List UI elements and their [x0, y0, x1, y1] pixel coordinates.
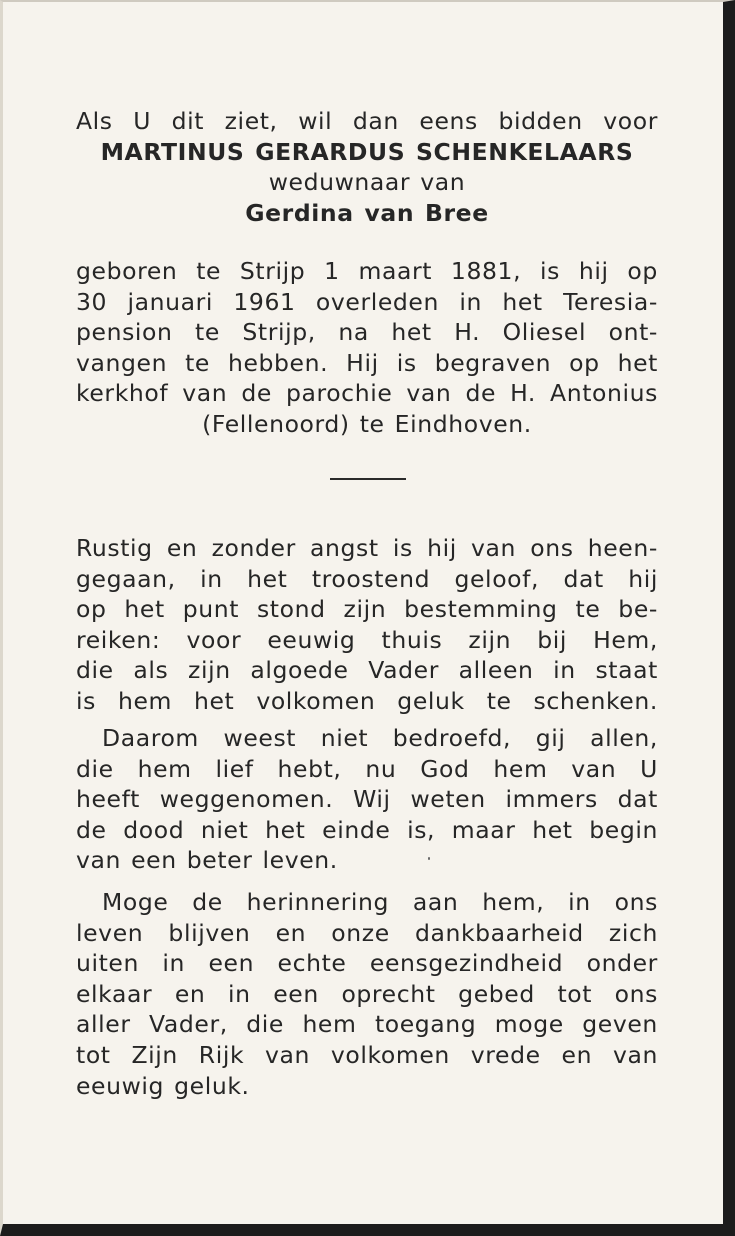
- biography-last-line: (Fellenoord) te Eindhoven.: [202, 409, 532, 438]
- paragraph-line: [76, 594, 658, 625]
- word: bidden: [498, 107, 583, 135]
- word: in: [459, 287, 482, 316]
- word: van: [471, 534, 517, 562]
- word: dankbaarheid: [414, 918, 584, 947]
- word: hem,: [482, 888, 545, 916]
- word: pension: [76, 318, 173, 347]
- word: en: [166, 534, 198, 562]
- deceased-name: MARTINUS GERARDUS SCHENKELAARS: [100, 137, 634, 166]
- word: in: [568, 888, 591, 916]
- word: op: [76, 595, 107, 624]
- biography-line: [76, 287, 658, 318]
- word: angst: [310, 534, 379, 562]
- word: zijn: [468, 625, 512, 654]
- word: het: [193, 686, 235, 715]
- word: Zijn: [131, 1040, 178, 1069]
- word: weggenomen.: [159, 785, 334, 814]
- word: tot: [76, 1040, 111, 1069]
- paragraph-line: [76, 887, 658, 918]
- word: in: [553, 656, 576, 685]
- word: dan: [352, 107, 399, 135]
- word: geluk: [397, 686, 465, 715]
- word: van: [571, 754, 617, 783]
- word: Als: [76, 107, 113, 135]
- word: te: [486, 686, 512, 715]
- word: na: [338, 318, 369, 347]
- word: hebben.: [227, 348, 329, 377]
- word: geboren: [76, 257, 178, 285]
- word: aan: [412, 888, 459, 916]
- word: de: [241, 379, 272, 408]
- word: geven: [582, 1010, 658, 1039]
- word: elkaar: [76, 979, 153, 1008]
- word: leven: [76, 918, 144, 947]
- word: eens: [419, 107, 478, 135]
- word: thuis: [381, 625, 443, 654]
- word: hij: [427, 534, 457, 562]
- word: op: [569, 348, 600, 377]
- paragraph-line: [76, 533, 658, 564]
- paragraph-line: [76, 918, 658, 949]
- word: vangen: [76, 348, 168, 377]
- word: Vader,: [149, 1010, 228, 1039]
- word: in: [200, 564, 223, 593]
- word: U: [133, 107, 152, 135]
- word: die: [76, 754, 114, 783]
- word: toegang: [374, 1010, 477, 1039]
- word: zijn: [343, 595, 387, 624]
- paragraph-line: [76, 625, 658, 656]
- word: hebt,: [277, 754, 342, 783]
- word: hem: [302, 1010, 357, 1039]
- word: het: [247, 564, 288, 593]
- word: oprecht: [341, 979, 436, 1008]
- paragraph-line: [76, 686, 658, 717]
- paragraph-line: [76, 564, 658, 595]
- word: ons: [614, 888, 658, 916]
- word: wil: [298, 107, 333, 135]
- word: begraven: [434, 348, 552, 377]
- word: ziet,: [224, 107, 278, 135]
- word: U: [640, 754, 658, 783]
- word: de: [465, 379, 497, 408]
- word: stond: [256, 595, 326, 624]
- word: hij: [628, 564, 658, 593]
- word: geloof,: [454, 564, 540, 593]
- word: Moge: [102, 888, 169, 916]
- word: tot: [557, 979, 593, 1008]
- paragraph-line: [76, 1040, 658, 1071]
- word: vrede: [470, 1040, 541, 1069]
- word: is: [392, 534, 413, 562]
- word: onze: [331, 918, 390, 947]
- word: dit: [171, 107, 205, 135]
- word: Oliesel: [502, 318, 587, 347]
- word: volkomen: [330, 1040, 450, 1069]
- word: te: [196, 257, 222, 285]
- word: niet: [200, 815, 249, 844]
- word: in: [228, 979, 251, 1008]
- word: moge: [494, 1010, 564, 1039]
- word: Antonius: [550, 379, 658, 408]
- paragraph-line: [76, 948, 658, 979]
- word: het: [532, 815, 573, 844]
- paragraph-1: [76, 533, 658, 717]
- biography-line: [76, 348, 658, 379]
- word: het: [502, 287, 543, 316]
- word: bestemming: [404, 595, 558, 624]
- word: Rijk: [198, 1040, 245, 1069]
- divider-rule: [330, 478, 406, 480]
- biography-line: [76, 256, 658, 287]
- word: algoede: [250, 656, 349, 685]
- word: volkomen: [256, 686, 376, 715]
- word: gebed: [458, 979, 535, 1008]
- word: hij: [578, 257, 609, 285]
- word: Vader: [368, 656, 439, 685]
- word: nu: [365, 754, 397, 783]
- biography-line: [76, 317, 658, 348]
- paragraph-line: [76, 815, 658, 846]
- word: Wij: [353, 785, 391, 814]
- word: voor: [186, 625, 242, 654]
- intro-line: [76, 106, 658, 137]
- word: herinnering: [246, 888, 390, 916]
- word: en: [561, 1040, 593, 1069]
- word: 1: [324, 257, 340, 285]
- word: 30: [76, 287, 108, 316]
- biography-line: [76, 378, 658, 409]
- word: weest: [223, 724, 297, 752]
- word: is: [396, 348, 417, 377]
- header-block: [76, 106, 658, 228]
- word: het: [617, 348, 658, 377]
- word: Hem,: [593, 625, 658, 654]
- word: bij: [537, 625, 567, 654]
- word: voor: [603, 107, 658, 135]
- spouse-name: Gerdina van Bree: [245, 198, 489, 227]
- word: en: [174, 979, 206, 1008]
- word: hem: [493, 754, 548, 783]
- word: staat: [595, 656, 658, 685]
- word: de: [192, 888, 223, 916]
- word: punt: [182, 595, 240, 624]
- word: in: [162, 949, 186, 978]
- word: God: [420, 754, 470, 783]
- word: schenken.: [533, 686, 658, 715]
- paragraph-line: [76, 655, 658, 686]
- word: het: [391, 318, 432, 347]
- word: van: [406, 379, 452, 408]
- word: alleen: [458, 656, 534, 685]
- word: die: [76, 656, 114, 685]
- word: te: [185, 348, 210, 377]
- word: immers: [505, 785, 598, 814]
- word: niet: [320, 724, 369, 752]
- word: heeft: [76, 785, 140, 814]
- word: Strijp,: [242, 318, 316, 347]
- word: H.: [510, 379, 537, 408]
- paragraph-line: [76, 784, 658, 815]
- paragraph-line: [76, 979, 658, 1010]
- word: zijn: [188, 656, 231, 685]
- word: kerkhof: [76, 379, 169, 408]
- word: weten: [410, 785, 486, 814]
- word: is,: [407, 815, 436, 844]
- paragraph-3: [76, 887, 658, 1101]
- word: uiten: [76, 949, 139, 978]
- word: Teresia-: [563, 287, 658, 316]
- paragraph-line: [76, 754, 658, 785]
- word: het: [124, 595, 165, 624]
- word: het: [265, 815, 306, 844]
- word: als: [133, 656, 169, 685]
- word: gegaan,: [76, 564, 176, 593]
- word: zonder: [211, 534, 296, 562]
- word: Rustig: [76, 534, 153, 562]
- paragraph-last-line: van een beter leven.: [76, 846, 338, 875]
- paragraph-2: [76, 723, 658, 876]
- word: onder: [586, 949, 658, 978]
- word: 1881,: [450, 257, 522, 285]
- word: te: [575, 595, 601, 624]
- word: dat: [563, 564, 604, 593]
- word: eensgezindheid: [369, 949, 564, 978]
- word: be-: [618, 595, 658, 624]
- word: en: [275, 918, 307, 947]
- word: parochie: [285, 379, 393, 408]
- word: ons: [614, 979, 658, 1008]
- word: echte: [277, 949, 347, 978]
- word: maar: [451, 815, 516, 844]
- word: aller: [76, 1010, 131, 1039]
- word: een: [208, 949, 255, 978]
- word: Strijp: [239, 257, 306, 285]
- word: dat: [617, 785, 658, 814]
- word: die: [246, 1010, 284, 1039]
- word: de: [76, 815, 107, 844]
- word: hem: [117, 686, 172, 715]
- word: eeuwig: [267, 625, 356, 654]
- word: van: [182, 379, 228, 408]
- biography-block: [76, 256, 658, 440]
- word: te: [195, 318, 220, 347]
- word: dood: [123, 815, 185, 844]
- relation-line: weduwnaar van: [268, 168, 466, 197]
- word: hem: [137, 754, 192, 783]
- paragraph-line: [76, 723, 658, 754]
- word: is: [76, 686, 96, 715]
- word: op: [627, 257, 658, 285]
- word: van: [612, 1040, 658, 1069]
- word: ont-: [608, 318, 658, 347]
- word: maart: [358, 257, 433, 285]
- word: overleden: [315, 287, 439, 316]
- word: ons: [530, 534, 574, 562]
- word: bedroefd,: [392, 724, 512, 752]
- print-speck: [428, 857, 430, 860]
- word: gij: [535, 724, 566, 752]
- word: einde: [322, 815, 391, 844]
- paragraph-last-line: eeuwig geluk.: [76, 1071, 250, 1100]
- word: is: [540, 257, 560, 285]
- word: lief: [215, 754, 254, 783]
- word: troostend: [311, 564, 431, 593]
- word: een: [273, 979, 319, 1008]
- paragraph-line: [76, 1009, 658, 1040]
- word: zich: [608, 918, 658, 947]
- word: Daarom: [102, 724, 199, 752]
- word: H.: [454, 318, 481, 347]
- word: allen,: [590, 724, 658, 752]
- word: heen-: [587, 534, 658, 562]
- word: blijven: [168, 918, 251, 947]
- word: 1961: [233, 287, 296, 316]
- word: begin: [589, 815, 658, 844]
- word: Hij: [346, 348, 379, 377]
- word: januari: [127, 287, 213, 316]
- word: reiken:: [76, 625, 161, 654]
- word: van: [265, 1040, 311, 1069]
